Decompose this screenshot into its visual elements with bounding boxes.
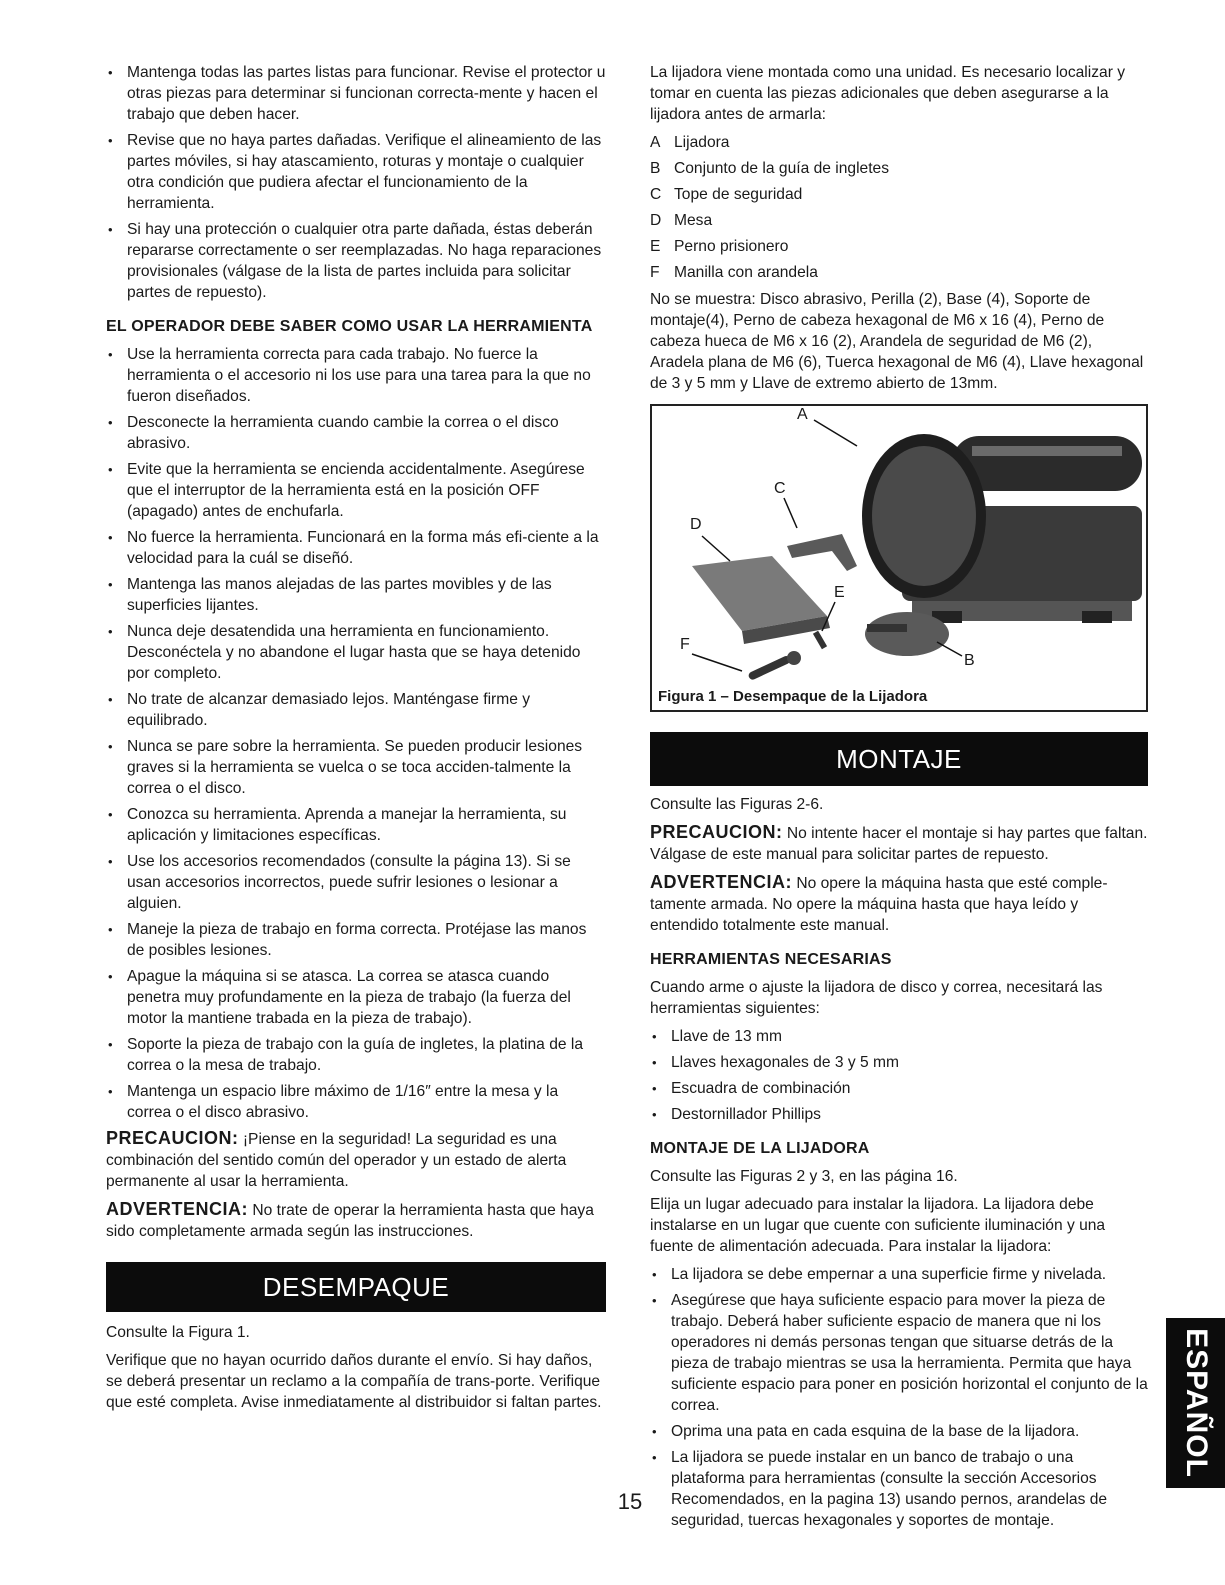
list-item: • Destornillador Phillips: [650, 1104, 1148, 1125]
caution-text: ¡Piense en la seguridad! La seguridad es una combinación del sentido común del operador y un estado de alerta permanente al usar la herramienta.: [106, 1131, 567, 1190]
list-item: • Soporte la pieza de trabajo con la guía de ingletes, la platina de la correa o la mesa de trabajo.: [106, 1034, 606, 1076]
callout-c: C: [774, 480, 786, 497]
list-item: • Asegúrese que haya suficiente espacio para mover la pieza de trabajo. Deberá haber suficiente espacio de manera que ni los operadores ni demás personas tengan que situarse detrás de la pieza de trabajo mientras se usa la herramienta. Permita que haya suficiente espacio para poner en posición horizontal el conjunto de la correa.: [650, 1290, 1148, 1416]
list-item: [650, 158, 1148, 179]
not-shown-paragraph: No se muestra: Disco abrasivo, Perilla (2), Base (4), Soporte de montaje(4), Perno de cabeza hexagonal de M6 x 16 (4), Perno de cabeza hueca de M6 x 16 (2), Arandela de seguridad de M6 (2), Aradela plana de M6 (6), Tuerca hexagonal de M6 (4), Llave hexagonal de 3 y 5 mm y Llave de extremo abierto de 13mm.: [650, 291, 1144, 392]
part-name: Mesa: [674, 212, 713, 229]
list-item: • Evite que la herramienta se encienda accidentalmente. Asegúrese que el interruptor de la herramienta está en la posición OFF (apagado) antes de enchufarla.: [106, 459, 606, 522]
clearance-text-post: entre la mesa y la correa o el disco abrasivo.: [127, 1083, 559, 1121]
list-item: • Nunca se pare sobre la herramienta. Se pueden producir lesiones graves si la herramienta se vuelca o se toca acciden-talmente la correa o el disco.: [106, 736, 606, 799]
language-tab-label: ESPAÑOL: [1179, 1328, 1213, 1478]
parts-list: [650, 132, 1148, 283]
list-item: • Revise que no haya partes dañadas. Verifique el alineamiento de las partes móviles, si hay atascamiento, roturas y montaje o cualquier otra condición que pudiera afectar el funcionamiento de la herramienta.: [106, 130, 606, 214]
list-item: • La lijadora se puede instalar en un banco de trabajo o una plataforma para herramientas (consulte la sección Accesorios Recomendados, en la pagina 13) usando pernos, arandelas de seguridad, tuercas hexagonales y soportes de montaje.: [650, 1447, 1148, 1531]
warning-text: No opere la máquina hasta que esté comple-tamente armada. No opere la máquina hasta que haya leído y entendido totalmente este manual.: [650, 875, 1108, 934]
list-item: [650, 262, 1148, 283]
part-key: A: [650, 134, 661, 151]
assembly-reference: Consulte las Figuras 2-6.: [650, 796, 824, 813]
list-item: • Llaves hexagonales de 3 y 5 mm: [650, 1052, 1148, 1073]
list-item: • Nunca deje desatendida una herramienta en funcionamiento. Desconéctela y no abandone el lugar hasta que se haya detenido por completo.: [106, 621, 606, 684]
part-key: D: [650, 212, 662, 229]
caution-paragraph: [650, 822, 1148, 865]
mount-reference: Consulte las Figuras 2 y 3, en las página 16.: [650, 1168, 958, 1185]
warning-label: ADVERTENCIA:: [650, 872, 793, 892]
callout-f: F: [680, 636, 690, 653]
list-item: [650, 184, 1148, 205]
tools-heading: HERRAMIENTAS NECESARIAS: [650, 951, 892, 968]
clearance-text-pre: Mantenga un espacio libre máximo de: [127, 1083, 395, 1100]
part-name: Lijadora: [674, 134, 730, 151]
right-column: [650, 62, 1148, 1536]
page-number: 15: [617, 1489, 643, 1514]
safety-list-b: [106, 344, 606, 1123]
mount-text: Elija un lugar adecuado para instalar la lijadora. La lijadora debe instalarse en un lugar que cuente con suficiente iluminación y una fuente de alimentación adecuada. Para instalar la lijadora:: [650, 1196, 1106, 1255]
list-item: • Mantenga todas las partes listas para funcionar. Revise el protector u otras piezas para determinar si funcionan correcta-mente y hacen el trabajo que deben hacer.: [106, 62, 606, 125]
part-key: E: [650, 238, 661, 255]
list-item: • Use los accesorios recomendados (consulte la página 13). Si se usan accesorios incorrectos, puede sufrir lesiones o lesionar a alguien.: [106, 851, 606, 914]
safety-list-a: [106, 62, 606, 303]
list-item: • Use la herramienta correcta para cada trabajo. No fuerce la herramienta o el accesorio ni los use para una tarea para la que no fueron diseñados.: [106, 344, 606, 407]
list-item: [650, 132, 1148, 153]
part-key: F: [650, 264, 660, 281]
tools-list: [650, 1026, 1148, 1125]
caution-text: No intente hacer el montaje si hay partes que faltan. Válgase de este manual para solicitar partes de repuesto.: [650, 825, 1148, 863]
list-item: [650, 236, 1148, 257]
list-item: • Llave de 13 mm: [650, 1026, 1148, 1047]
list-item: • No fuerce la herramienta. Funcionará en la forma más efi-ciente a la velocidad para la cuál se diseñó.: [106, 527, 606, 569]
callout-b: B: [964, 652, 975, 669]
sander-illustration: [652, 406, 1146, 710]
list-item: • Apague la máquina si se atasca. La correa se atasca cuando penetra muy profundamente en la pieza de trabajo (la fuerza del motor la mantiene trabada en la pieza de trabajo).: [106, 966, 606, 1029]
list-item: [650, 210, 1148, 231]
callout-e: E: [834, 584, 845, 601]
language-tab: [1166, 1318, 1225, 1488]
left-column: [106, 62, 606, 1420]
list-item: • Conozca su herramienta. Aprenda a manejar la herramienta, su aplicación y limitaciones específicas.: [106, 804, 606, 846]
part-key: C: [650, 186, 662, 203]
part-name: Tope de seguridad: [674, 186, 803, 203]
warning-paragraph: [106, 1199, 606, 1242]
tools-intro: Cuando arme o ajuste la lijadora de disco y correa, necesitará las herramientas siguientes:: [650, 979, 1103, 1017]
figure-1: [650, 404, 1148, 712]
list-item: • Mantenga las manos alejadas de las partes movibles y de las superficies lijantes.: [106, 574, 606, 616]
warning-text: No trate de operar la herramienta hasta que haya sido completamente armada según las instrucciones.: [106, 1202, 594, 1240]
part-name: Perno prisionero: [674, 238, 789, 255]
warning-paragraph: [650, 872, 1148, 936]
operator-heading: EL OPERADOR DEBE SABER COMO USAR LA HERRAMIENTA: [106, 318, 593, 335]
caution-paragraph: [106, 1128, 606, 1192]
list-item: • Maneje la pieza de trabajo en forma correcta. Protéjase las manos de posibles lesiones.: [106, 919, 606, 961]
unpack-text: Verifique que no hayan ocurrido daños durante el envío. Si hay daños, se deberá presentar un reclamo a la compañía de trans-porte. Verifique que esté completa. Avise inmediatamente al distribuidor si faltan partes.: [106, 1352, 602, 1411]
list-item: [106, 1081, 606, 1123]
list-item: • Desconecte la herramienta cuando cambie la correa o el disco abrasivo.: [106, 412, 606, 454]
caution-label: PRECAUCION:: [650, 822, 783, 842]
part-name: Conjunto de la guía de ingletes: [674, 160, 890, 177]
figure-caption: Figura 1 – Desempaque de la Lijadora: [658, 688, 928, 705]
list-item: • Si hay una protección o cualquier otra parte dañada, éstas deberán repararse correctamente o ser reemplazadas. No haga reparaciones provisionales (válgase de la lista de partes incluida para solicitar partes de repuesto).: [106, 219, 606, 303]
list-item: • Escuadra de combinación: [650, 1078, 1148, 1099]
warning-label: ADVERTENCIA:: [106, 1199, 249, 1219]
part-key: B: [650, 160, 661, 177]
list-item: • Oprima una pata en cada esquina de la base de la lijadora.: [650, 1421, 1148, 1442]
list-item: • No trate de alcanzar demasiado lejos. Manténgase firme y equilibrado.: [106, 689, 606, 731]
callout-d: D: [690, 516, 702, 533]
unpack-banner: DESEMPAQUE: [106, 1262, 606, 1312]
unpack-intro: La lijadora viene montada como una unidad. Es necesario localizar y tomar en cuenta las piezas adicionales que deben asegurarse a la lijadora antes de armarla:: [650, 64, 1126, 123]
mount-heading: MONTAJE DE LA LIJADORA: [650, 1140, 870, 1157]
assembly-banner: MONTAJE: [650, 732, 1148, 786]
part-name: Manilla con arandela: [674, 264, 818, 281]
list-item: • La lijadora se debe empernar a una superficie firme y nivelada.: [650, 1264, 1148, 1285]
clearance-fraction: 1/16″: [394, 1083, 431, 1100]
callout-a: A: [797, 406, 808, 423]
caution-label: PRECAUCION:: [106, 1128, 239, 1148]
unpack-reference: Consulte la Figura 1.: [106, 1324, 250, 1341]
